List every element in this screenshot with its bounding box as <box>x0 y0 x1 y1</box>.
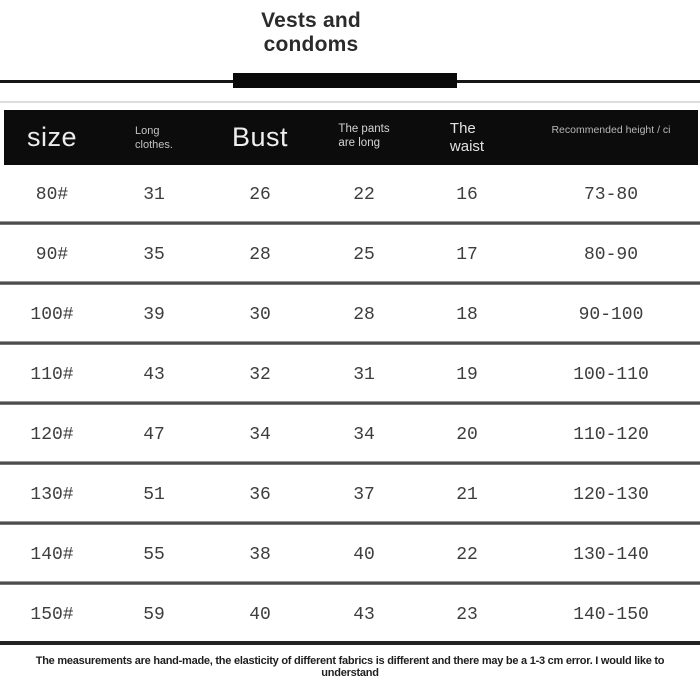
cell-waist: 22 <box>456 545 478 565</box>
cell-bust: 36 <box>249 485 271 505</box>
cell-height: 80-90 <box>583 245 638 265</box>
cell-waist: 19 <box>456 365 478 385</box>
cell-height: 130-140 <box>573 545 649 565</box>
cell-long: 39 <box>143 305 165 325</box>
table-row-140 <box>0 525 700 581</box>
page-title-line2: condoms <box>263 33 359 56</box>
cell-height: 90-100 <box>578 305 644 325</box>
cell-height: 110-120 <box>573 425 649 445</box>
cell-pants: 37 <box>353 485 375 505</box>
cell-height: 100-110 <box>573 365 649 385</box>
header-size: size <box>26 122 77 152</box>
table-row-80 <box>0 165 700 221</box>
table-bottom-rule <box>0 641 700 645</box>
table-row-90 <box>0 225 700 281</box>
cell-height: 120-130 <box>573 485 649 505</box>
cell-long: 31 <box>143 185 165 205</box>
cell-pants: 34 <box>353 425 375 445</box>
cell-waist: 21 <box>456 485 478 505</box>
table-row-110 <box>0 345 700 401</box>
cell-size: 100# <box>30 305 74 325</box>
cell-pants: 22 <box>353 185 375 205</box>
cell-height: 73-80 <box>583 185 638 205</box>
cell-waist: 18 <box>456 305 478 325</box>
header-waist: The waist <box>449 119 485 155</box>
cell-size: 130# <box>30 485 74 505</box>
measurement-disclaimer: The measurements are hand-made, the elasticity of different fabrics is different and there may be a 1-3 cm error. I would like to understand <box>35 655 665 679</box>
cell-size: 80# <box>35 185 69 205</box>
cell-waist: 17 <box>456 245 478 265</box>
table-row-100 <box>0 285 700 341</box>
cell-size: 120# <box>30 425 74 445</box>
cell-height: 140-150 <box>573 605 649 625</box>
cell-waist: 23 <box>456 605 478 625</box>
cell-waist: 16 <box>456 185 478 205</box>
cell-size: 110# <box>30 365 74 385</box>
table-row-120 <box>0 405 700 461</box>
cell-long: 55 <box>143 545 165 565</box>
cell-long: 51 <box>143 485 165 505</box>
cell-bust: 40 <box>249 605 271 625</box>
cell-bust: 26 <box>249 185 271 205</box>
cell-pants: 28 <box>353 305 375 325</box>
page-title <box>0 9 622 57</box>
header-pants-length: The pants are long <box>338 122 390 149</box>
table-row-150 <box>0 585 700 641</box>
title-divider-bar <box>233 73 457 88</box>
cell-size: 140# <box>30 545 74 565</box>
table-header-row <box>4 110 698 165</box>
cell-waist: 20 <box>456 425 478 445</box>
table-body <box>0 165 700 645</box>
table-row-130 <box>0 465 700 521</box>
cell-long: 35 <box>143 245 165 265</box>
header-long-clothes: Long clothes. <box>135 124 173 151</box>
cell-long: 43 <box>143 365 165 385</box>
cell-pants: 43 <box>353 605 375 625</box>
cell-bust: 32 <box>249 365 271 385</box>
cell-pants: 25 <box>353 245 375 265</box>
cell-bust: 28 <box>249 245 271 265</box>
cell-size: 150# <box>30 605 74 625</box>
cell-long: 59 <box>143 605 165 625</box>
cell-size: 90# <box>35 245 69 265</box>
header-recommended-height: Recommended height / ci <box>551 124 671 136</box>
cell-pants: 40 <box>353 545 375 565</box>
cell-long: 47 <box>143 425 165 445</box>
cell-bust: 38 <box>249 545 271 565</box>
page-title-line1: Vests and <box>261 9 361 32</box>
cell-bust: 34 <box>249 425 271 445</box>
cell-pants: 31 <box>353 365 375 385</box>
header-top-hairline <box>0 101 700 103</box>
cell-bust: 30 <box>249 305 271 325</box>
header-bust: Bust <box>231 122 289 152</box>
